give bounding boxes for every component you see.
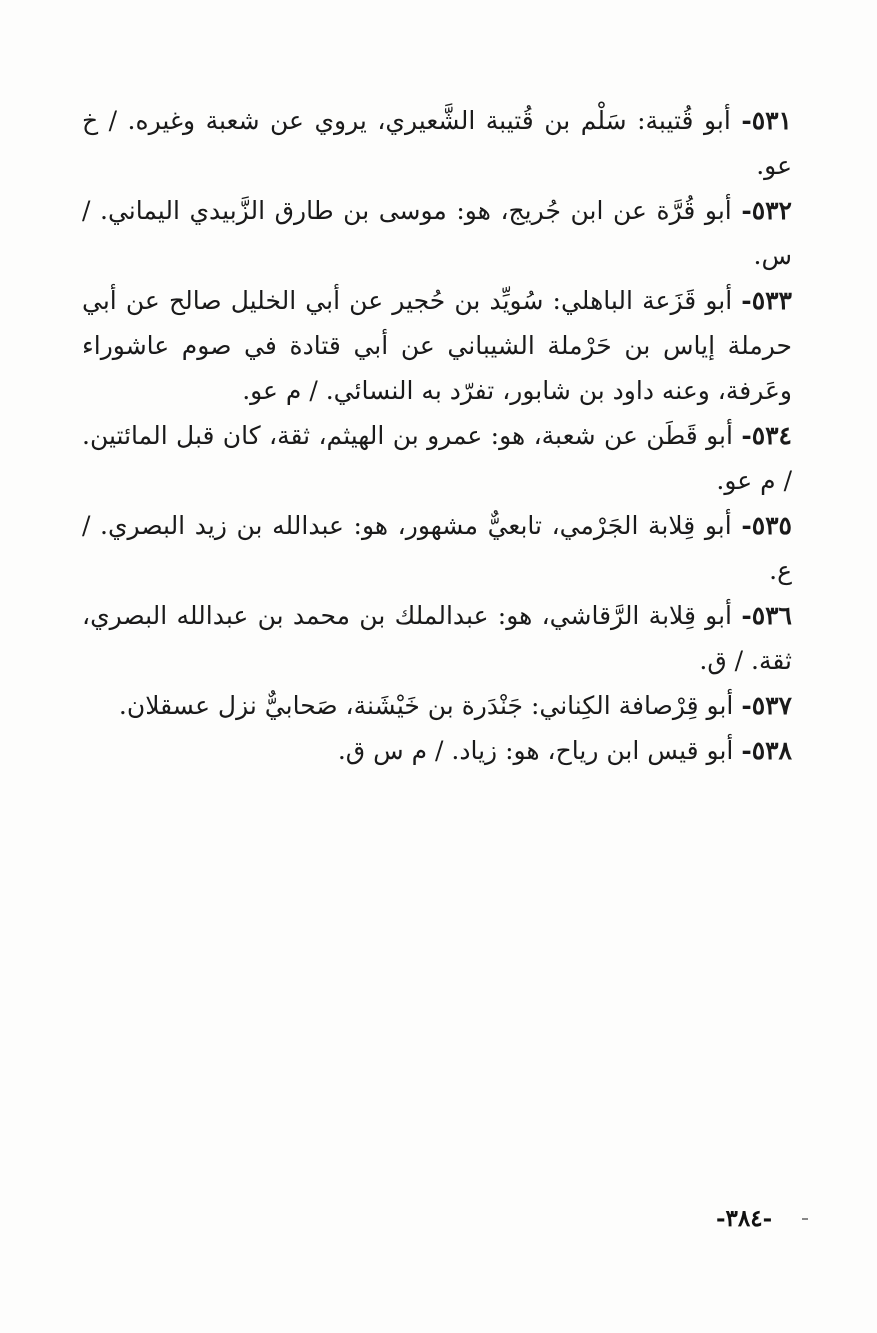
entry-text: أبو قِرْصافة الكِناني: جَنْدَرة بن خَيْشَنة، صَحابيٌّ نزل عسقلان. [118,691,734,720]
entry-532 [82,188,792,278]
entry-text: أبو قُرَّة عن ابن جُريج، هو: موسى بن طارق الزَّبيدي اليماني. / س. [82,196,792,270]
entry-text: أبو قَزَعة الباهلي: سُويِّد بن حُجير عن أبي الخليل صالح عن أبي حرملة إياس بن حَرْملة الشيباني عن أبي قتادة في صوم عاشوراء وعَرفة، وعنه داود بن شابور، تفرّد به النسائي. / م عو. [82,286,792,405]
entry-537 [82,683,792,728]
entry-533 [82,278,792,413]
entry-text: أبو قُتيبة: سَلْم بن قُتيبة الشَّعيري، يروي عن شعبة وغيره. / خ عو. [82,106,792,180]
entry-534 [82,413,792,503]
entry-number: ٥٣٣- [741,286,792,315]
entry-number: ٥٣١- [741,106,792,135]
entry-text: أبو قِلابة الرَّقاشي، هو: عبدالملك بن محمد بن عبدالله البصري، ثقة. / ق. [82,601,792,675]
entry-number: ٥٣٤- [741,421,792,450]
entry-number: ٥٣٨- [741,736,792,765]
entry-538 [82,728,792,773]
entry-text: أبو قِلابة الجَرْمي، تابعيٌّ مشهور، هو: عبدالله بن زيد البصري. / ع. [82,511,792,585]
entry-number: ٥٣٦- [741,601,792,630]
entry-535 [82,503,792,593]
entry-number: ٥٣٧- [741,691,792,720]
page-number: -٣٨٤- [716,1205,773,1232]
entry-text: أبو قَطَن عن شعبة، هو: عمرو بن الهيثم، ثقة، كان قبل المائتين. / م عو. [82,421,792,495]
entry-number: ٥٣٢- [741,196,792,225]
scan-mark [802,1218,808,1220]
entry-number: ٥٣٥- [741,511,792,540]
entry-536 [82,593,792,683]
entries-list [82,98,792,773]
entry-text: أبو قيس ابن رياح، هو: زياد. / م س ق. [337,736,734,765]
entry-531 [82,98,792,188]
